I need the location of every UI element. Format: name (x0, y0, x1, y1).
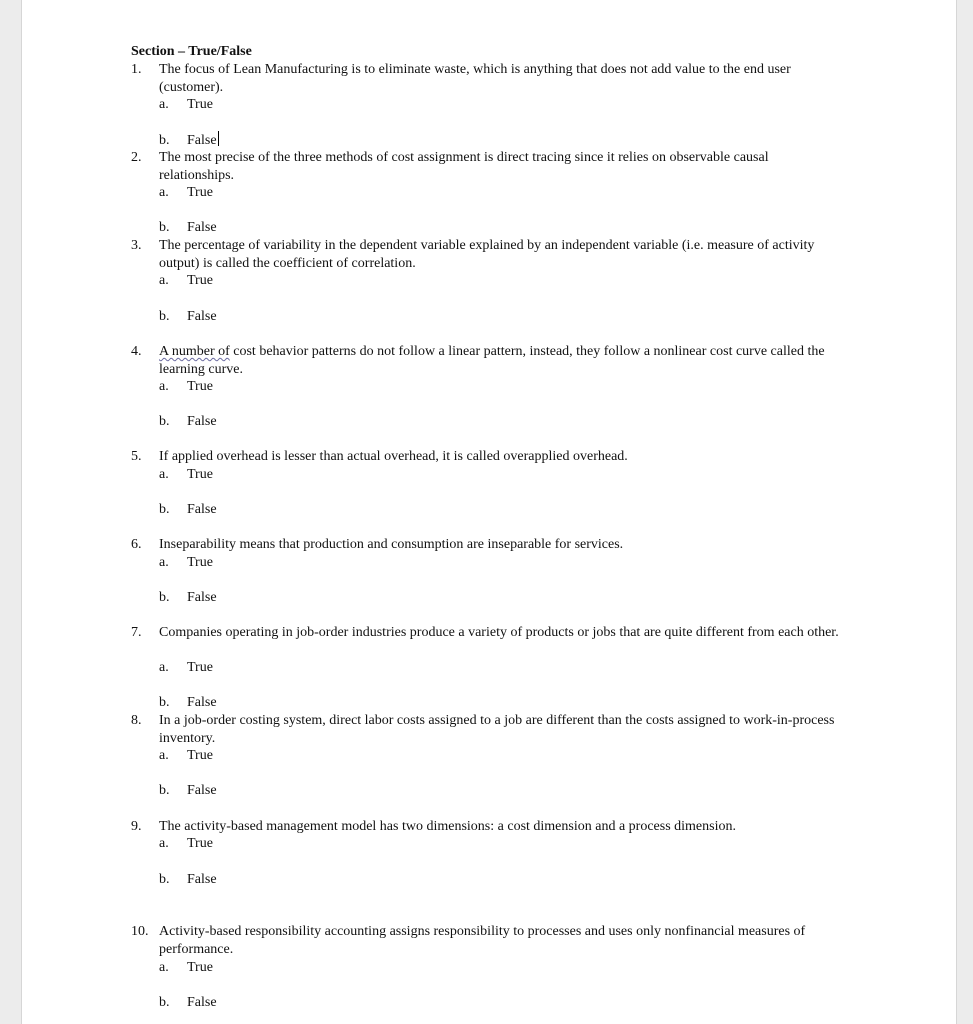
option-label: b. (159, 872, 170, 887)
option-label: a. (159, 467, 169, 482)
option-text: False (187, 783, 217, 798)
option-label: b. (159, 590, 170, 605)
option-label: a. (159, 97, 169, 112)
option-b[interactable] (159, 501, 217, 519)
document-page[interactable] (21, 0, 957, 1024)
question-number: 3. (131, 238, 142, 253)
option-a[interactable] (159, 184, 213, 202)
question-number: 10. (131, 924, 149, 939)
option-label: a. (159, 379, 169, 394)
option-label: b. (159, 995, 170, 1010)
option-a[interactable] (159, 466, 213, 484)
question-text[interactable]: In a job-order costing system, direct labor costs assigned to a job are different than the costs assigned to work-in-process inventory. (159, 713, 835, 746)
option-a[interactable] (159, 659, 213, 677)
option-label: b. (159, 783, 170, 798)
option-text: False (187, 309, 217, 324)
option-text: False (187, 133, 217, 148)
option-label: a. (159, 748, 169, 763)
question-text[interactable] (159, 343, 839, 378)
option-a[interactable] (159, 959, 213, 977)
option-b[interactable] (159, 994, 217, 1012)
question-number: 4. (131, 344, 142, 359)
question-number: 6. (131, 537, 142, 552)
option-b[interactable] (159, 308, 217, 326)
question-number: 5. (131, 449, 142, 464)
question-text[interactable]: The activity-based management model has two dimensions: a cost dimension and a process dimension. (159, 819, 736, 834)
option-b[interactable] (159, 413, 217, 431)
question-number: 2. (131, 150, 142, 165)
option-b[interactable] (159, 782, 217, 800)
option-b[interactable] (159, 131, 219, 150)
option-label: b. (159, 502, 170, 517)
option-text: False (187, 872, 217, 887)
question-number: 8. (131, 713, 142, 728)
question-text[interactable]: The focus of Lean Manufacturing is to eliminate waste, which is anything that does not add value to the end user (customer). (159, 62, 791, 95)
question-text[interactable]: If applied overhead is lesser than actual overhead, it is called overapplied overhead. (159, 449, 628, 464)
option-label: a. (159, 660, 169, 675)
option-text: True (187, 467, 213, 482)
question-text-rest: cost behavior patterns do not follow a linear pattern, instead, they follow a nonlinear cost curve called the learning curve. (159, 344, 825, 377)
option-label: a. (159, 836, 169, 851)
text-cursor (218, 131, 219, 146)
section-title: Section – True/False (131, 44, 252, 59)
option-text: True (187, 97, 213, 112)
option-text: True (187, 555, 213, 570)
option-text: False (187, 995, 217, 1010)
option-label: b. (159, 220, 170, 235)
option-label: a. (159, 555, 169, 570)
question-number: 1. (131, 62, 142, 77)
option-text: True (187, 960, 213, 975)
option-text: False (187, 695, 217, 710)
grammar-flagged-phrase[interactable]: A number of (159, 344, 230, 359)
option-a[interactable] (159, 747, 213, 765)
option-b[interactable] (159, 589, 217, 607)
question-text[interactable]: Companies operating in job-order industries produce a variety of products or jobs that are quite different from each other. (159, 625, 839, 640)
option-text: True (187, 748, 213, 763)
option-b[interactable] (159, 219, 217, 237)
option-a[interactable] (159, 835, 213, 853)
option-label: a. (159, 185, 169, 200)
option-label: a. (159, 960, 169, 975)
option-a[interactable] (159, 554, 213, 572)
option-text: True (187, 379, 213, 394)
option-text: False (187, 502, 217, 517)
question-number: 7. (131, 625, 142, 640)
option-text: False (187, 220, 217, 235)
option-label: b. (159, 133, 170, 148)
option-text: False (187, 590, 217, 605)
option-label: b. (159, 309, 170, 324)
option-a[interactable] (159, 378, 213, 396)
option-text: True (187, 660, 213, 675)
option-text: True (187, 836, 213, 851)
option-text: True (187, 273, 213, 288)
question-text[interactable]: The percentage of variability in the dependent variable explained by an independent variable (i.e. measure of activity output) is called the coefficient of correlation. (159, 238, 815, 271)
question-text[interactable]: The most precise of the three methods of cost assignment is direct tracing since it relies on observable causal relationships. (159, 150, 769, 183)
option-label: b. (159, 414, 170, 429)
option-b[interactable] (159, 871, 217, 889)
option-text: True (187, 185, 213, 200)
option-text: False (187, 414, 217, 429)
option-b[interactable] (159, 694, 217, 712)
option-label: b. (159, 695, 170, 710)
option-label: a. (159, 273, 169, 288)
question-text[interactable]: Inseparability means that production and consumption are inseparable for services. (159, 537, 624, 552)
option-a[interactable] (159, 96, 213, 114)
question-number: 9. (131, 819, 142, 834)
option-a[interactable] (159, 272, 213, 290)
question-text[interactable]: Activity-based responsibility accounting assigns responsibility to processes and uses only nonfinancial measures of performance. (159, 924, 806, 957)
